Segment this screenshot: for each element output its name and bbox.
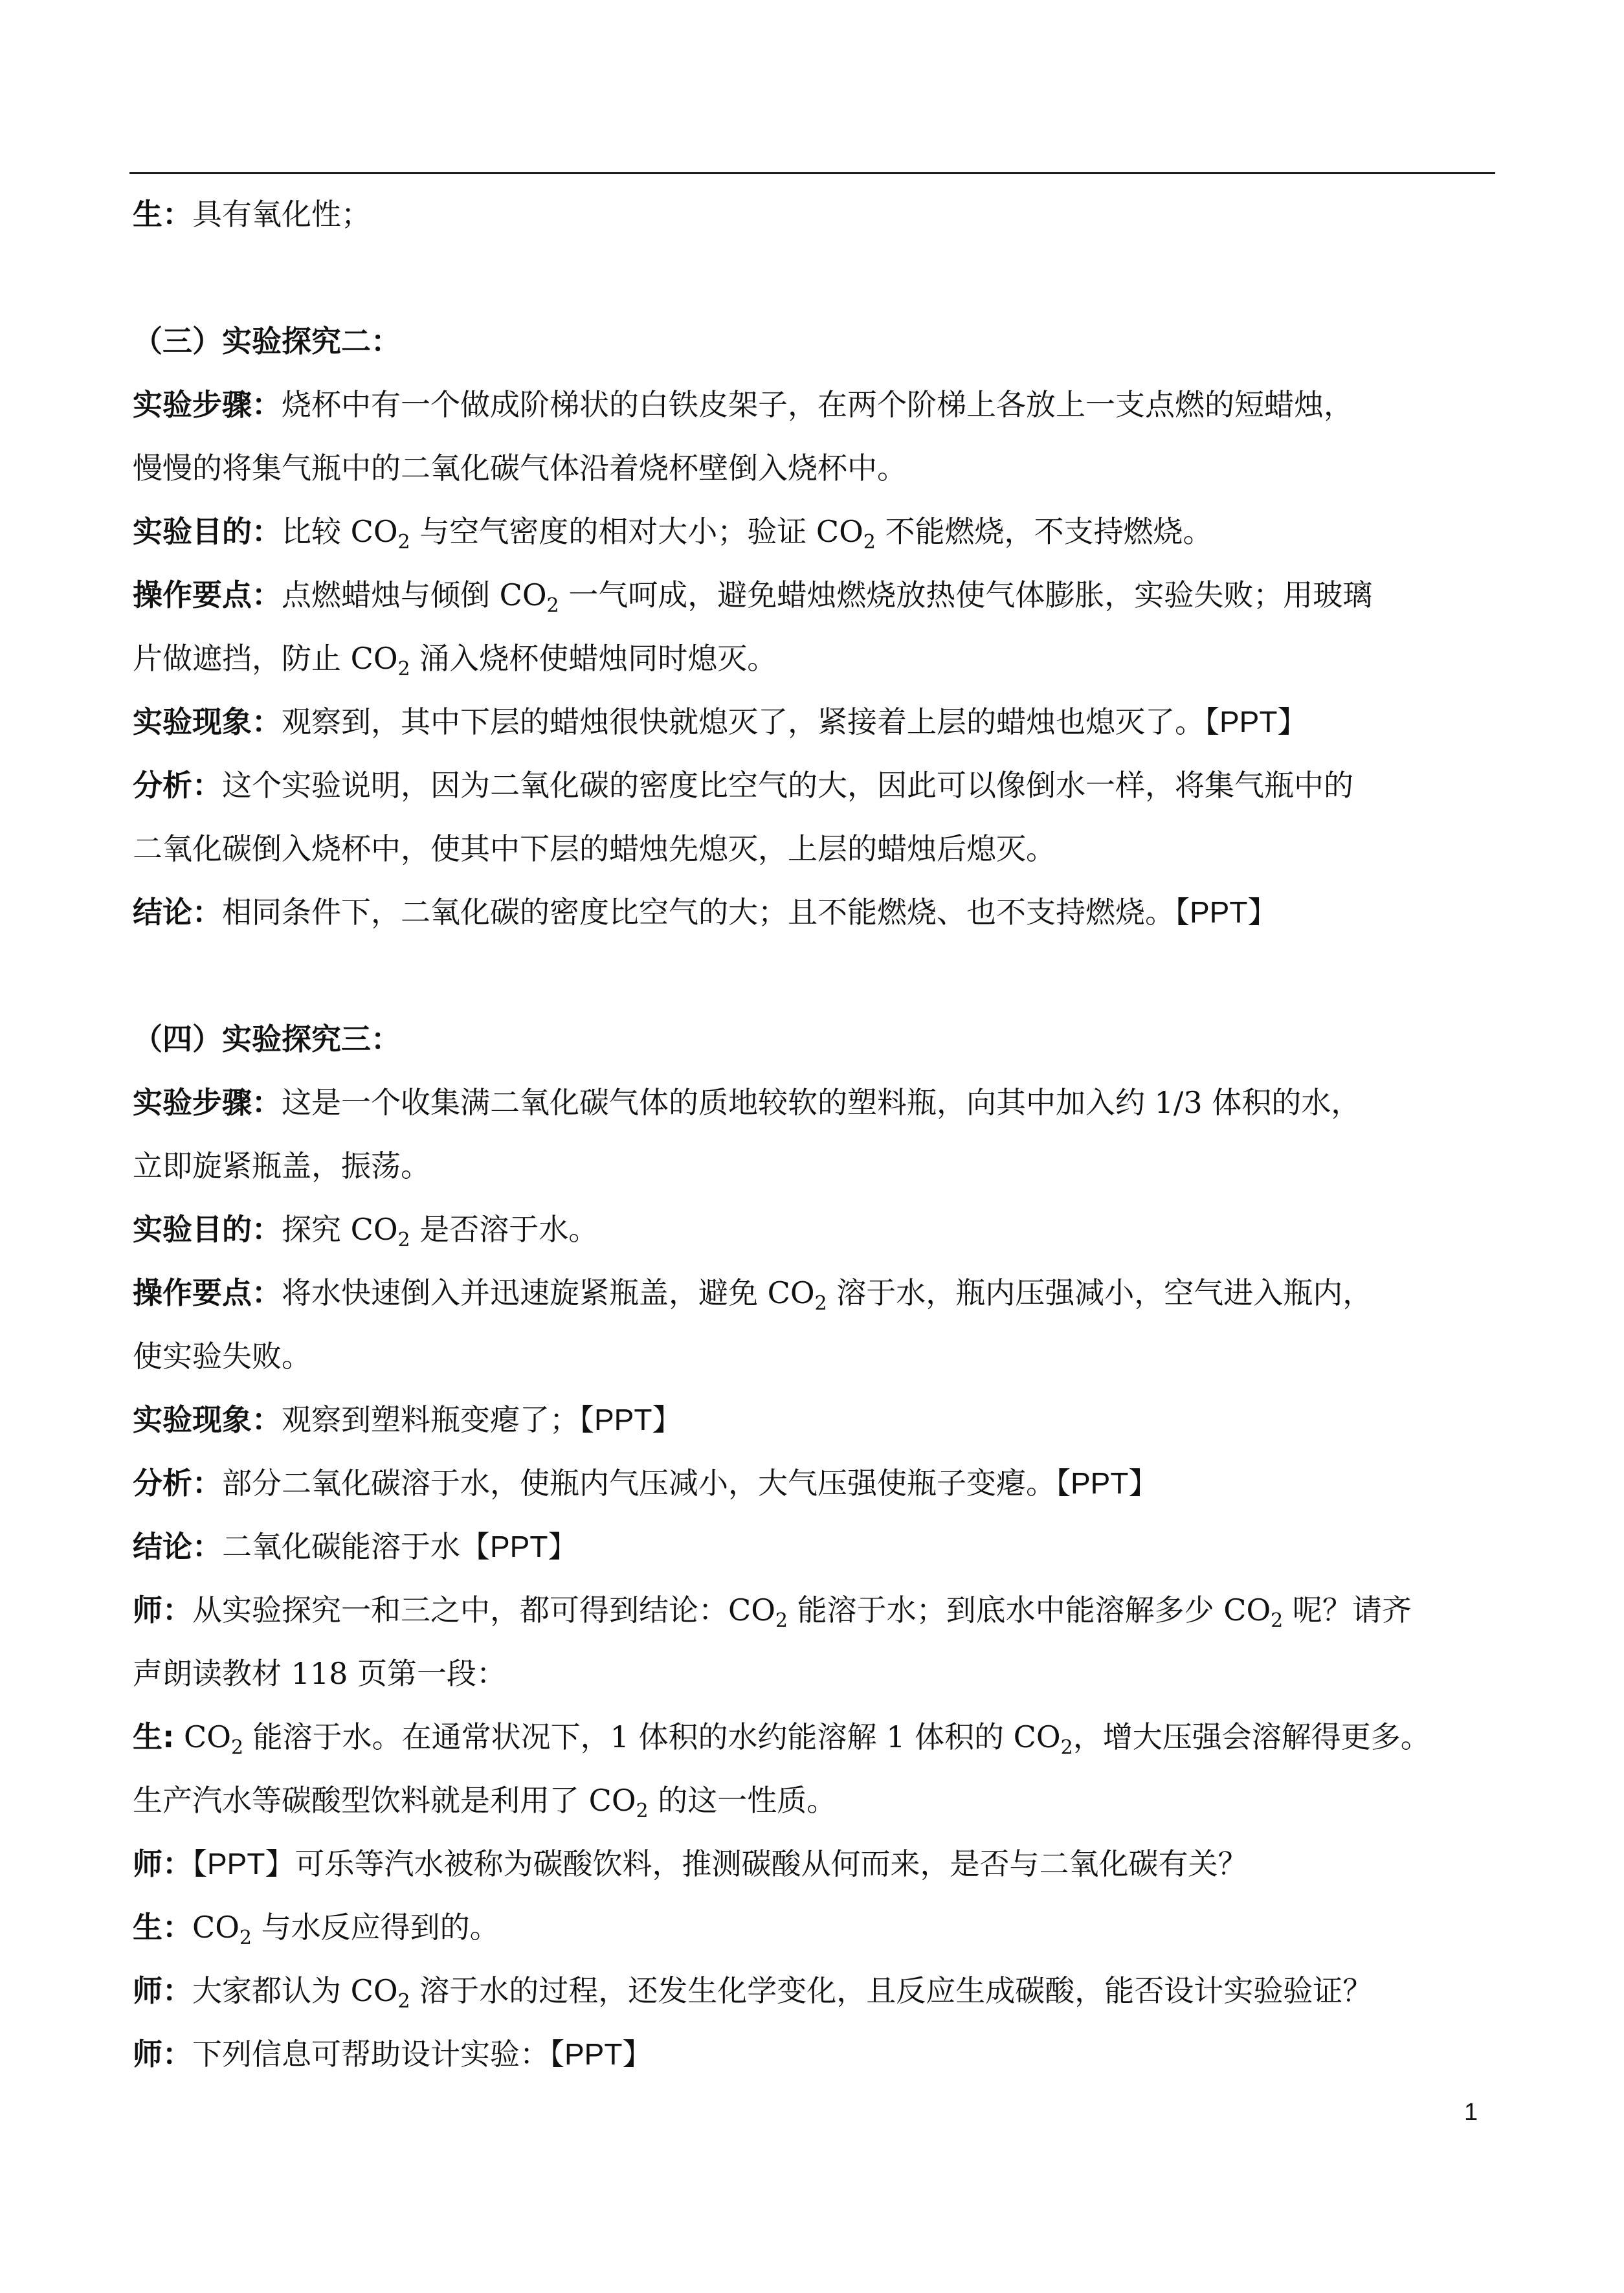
speaker-label: 操作要点： (133, 1275, 282, 1310)
subscript: 2 (239, 1927, 252, 1949)
subscript: 2 (775, 1609, 788, 1632)
ppt-marker: 【PPT】 (1056, 1466, 1159, 1500)
text-line (133, 1325, 1498, 1388)
section-heading: （四）实验探究三： (133, 1022, 401, 1057)
speaker-label: 结论： (133, 895, 222, 930)
body-text: CO (192, 1910, 239, 1945)
body-text: 烧杯中有一个做成阶梯状的白铁皮架子，在两个阶梯上各放上一支点燃的短蜡烛， (282, 387, 1353, 422)
body-text: 探究 CO (282, 1212, 398, 1247)
subscript: 2 (1060, 1736, 1073, 1759)
text-line (133, 690, 1498, 754)
text-line (133, 1896, 1498, 1959)
ppt-marker: 【PPT】 (460, 1530, 578, 1563)
body-text: 的这一性质。 (648, 1783, 837, 1818)
body-text: 比较 CO (282, 514, 398, 549)
body-text: 相同条件下，二氧化碳的密度比空气的大；且不能燃烧、也不支持燃烧。 (222, 895, 1175, 930)
text-line (133, 373, 1498, 436)
subscript: 2 (636, 1800, 649, 1822)
section-heading: （三）实验探究二： (133, 324, 401, 359)
body-text: 能溶于水。在通常状况下，1 体积的水约能溶解 1 体积的 CO (243, 1719, 1061, 1754)
text-line (133, 1515, 1498, 1578)
speaker-label: 分析： (133, 1466, 222, 1501)
text-line (133, 500, 1498, 563)
text-line (133, 817, 1498, 880)
text-line (133, 183, 1498, 246)
subscript: 2 (397, 658, 410, 680)
body-text: 片做遮挡，防止 CO (133, 641, 398, 676)
body-text: 是否溶于水。 (410, 1212, 599, 1247)
text-line (133, 1578, 1498, 1642)
speaker-label: 实验现象： (133, 704, 282, 739)
ppt-marker: 【PPT】 (1175, 895, 1278, 929)
speaker-label: 师： (133, 1846, 192, 1881)
speaker-label: 生： (133, 1910, 192, 1945)
body-text: 涌入烧杯使蜡烛同时熄灭。 (410, 641, 777, 676)
speaker-label: 实验步骤： (133, 387, 282, 422)
body-text: 这是一个收集满二氧化碳气体的质地较软的塑料瓶，向其中加入约 1/3 体积的水， (282, 1085, 1361, 1120)
text-line (133, 1007, 1498, 1071)
body-text: 与空气密度的相对大小；验证 CO (410, 514, 863, 549)
text-line (133, 1261, 1498, 1325)
text-line (133, 1769, 1498, 1832)
text-line (133, 2022, 1498, 2086)
body-text: 这个实验说明，因为二氧化碳的密度比空气的大，因此可以像倒水一样，将集气瓶中的 (222, 768, 1353, 803)
body-text: 观察到，其中下层的蜡烛很快就熄灭了，紧接着上层的蜡烛也熄灭了。 (282, 704, 1205, 739)
ppt-marker: 【PPT】 (550, 2037, 652, 2071)
body-text: 呢？请齐 (1283, 1593, 1412, 1627)
subscript: 2 (863, 531, 876, 554)
paragraph-gap (133, 944, 1498, 1007)
subscript: 2 (397, 1229, 410, 1251)
subscript: 2 (814, 1292, 827, 1315)
ppt-marker: 【PPT】 (192, 1847, 295, 1881)
speaker-label: 生： (133, 197, 192, 232)
body-text: 溶于水，瓶内压强减小，空气进入瓶内， (827, 1275, 1373, 1310)
paragraph-gap (133, 246, 1498, 309)
text-line (133, 1134, 1498, 1198)
speaker-label: 实验现象： (133, 1402, 282, 1437)
speaker-label: 师： (133, 2037, 192, 2072)
body-text: 部分二氧化碳溶于水，使瓶内气压减小，大气压强使瓶子变瘪。 (222, 1466, 1056, 1501)
text-line (133, 1705, 1498, 1769)
speaker-label: 分析： (133, 768, 222, 803)
body-text: 二氧化碳能溶于水 (222, 1529, 460, 1564)
body-text: 声朗读教材 118 页第一段： (133, 1656, 507, 1691)
text-line (133, 1198, 1498, 1261)
subscript: 2 (546, 594, 559, 617)
subscript: 2 (397, 531, 410, 554)
body-text: 能溶于水；到底水中能溶解多少 CO (788, 1593, 1271, 1627)
text-line (133, 309, 1498, 373)
body-text: 从实验探究一和三之中，都可得到结论：CO (192, 1593, 775, 1627)
body-text: 大家都认为 CO (192, 1973, 398, 2008)
page-number: 1 (1464, 2099, 1478, 2126)
text-line (133, 1071, 1498, 1134)
body-text: 慢慢的将集气瓶中的二氧化碳气体沿着烧杯壁倒入烧杯中。 (133, 451, 907, 486)
speaker-label: 结论： (133, 1529, 222, 1564)
body-text: 与水反应得到的。 (252, 1910, 500, 1945)
speaker-label: 生: (133, 1719, 175, 1754)
body-text: 立即旋紧瓶盖，振荡。 (133, 1148, 430, 1183)
document-body (133, 183, 1498, 2086)
text-line (133, 880, 1498, 944)
body-text: 点燃蜡烛与倾倒 CO (282, 577, 547, 612)
text-line (133, 627, 1498, 690)
speaker-label: 师： (133, 1593, 192, 1627)
text-line (133, 1642, 1498, 1705)
body-text: 不能燃烧，不支持燃烧。 (875, 514, 1213, 549)
speaker-label: 实验目的： (133, 1212, 282, 1247)
header-rule (129, 172, 1495, 174)
body-text: 将水快速倒入并迅速旋紧瓶盖，避免 CO (282, 1275, 815, 1310)
speaker-label: 师： (133, 1973, 192, 2008)
subscript: 2 (397, 1990, 410, 2013)
text-line (133, 1959, 1498, 2022)
ppt-marker: 【PPT】 (579, 1403, 682, 1437)
body-text: 一气呵成，避免蜡烛燃烧放热使气体膨胀，实验失败；用玻璃 (559, 577, 1373, 612)
body-text: 使实验失败。 (133, 1339, 311, 1374)
text-line (133, 436, 1498, 500)
text-line (133, 1388, 1498, 1451)
subscript: 2 (230, 1736, 244, 1759)
body-text: 二氧化碳倒入烧杯中，使其中下层的蜡烛先熄灭，上层的蜡烛后熄灭。 (133, 831, 1056, 866)
body-text: 具有氧化性； (192, 197, 371, 232)
body-text: 生产汽水等碳酸型饮料就是利用了 CO (133, 1783, 636, 1818)
speaker-label: 操作要点： (133, 577, 282, 612)
speaker-label: 实验目的： (133, 514, 282, 549)
body-text: ，增大压强会溶解得更多。 (1073, 1719, 1430, 1754)
subscript: 2 (1271, 1609, 1284, 1632)
ppt-marker: 【PPT】 (1205, 705, 1307, 739)
text-line (133, 1451, 1498, 1515)
text-line (133, 563, 1498, 627)
body-text: CO (174, 1719, 231, 1754)
body-text: 观察到塑料瓶变瘪了； (282, 1402, 579, 1437)
text-line (133, 1832, 1498, 1896)
body-text: 可乐等汽水被称为碳酸饮料，推测碳酸从何而来，是否与二氧化碳有关？ (295, 1846, 1248, 1881)
text-line (133, 754, 1498, 817)
speaker-label: 实验步骤： (133, 1085, 282, 1120)
body-text: 下列信息可帮助设计实验： (192, 2037, 550, 2072)
body-text: 溶于水的过程，还发生化学变化，且反应生成碳酸，能否设计实验验证？ (410, 1973, 1373, 2008)
